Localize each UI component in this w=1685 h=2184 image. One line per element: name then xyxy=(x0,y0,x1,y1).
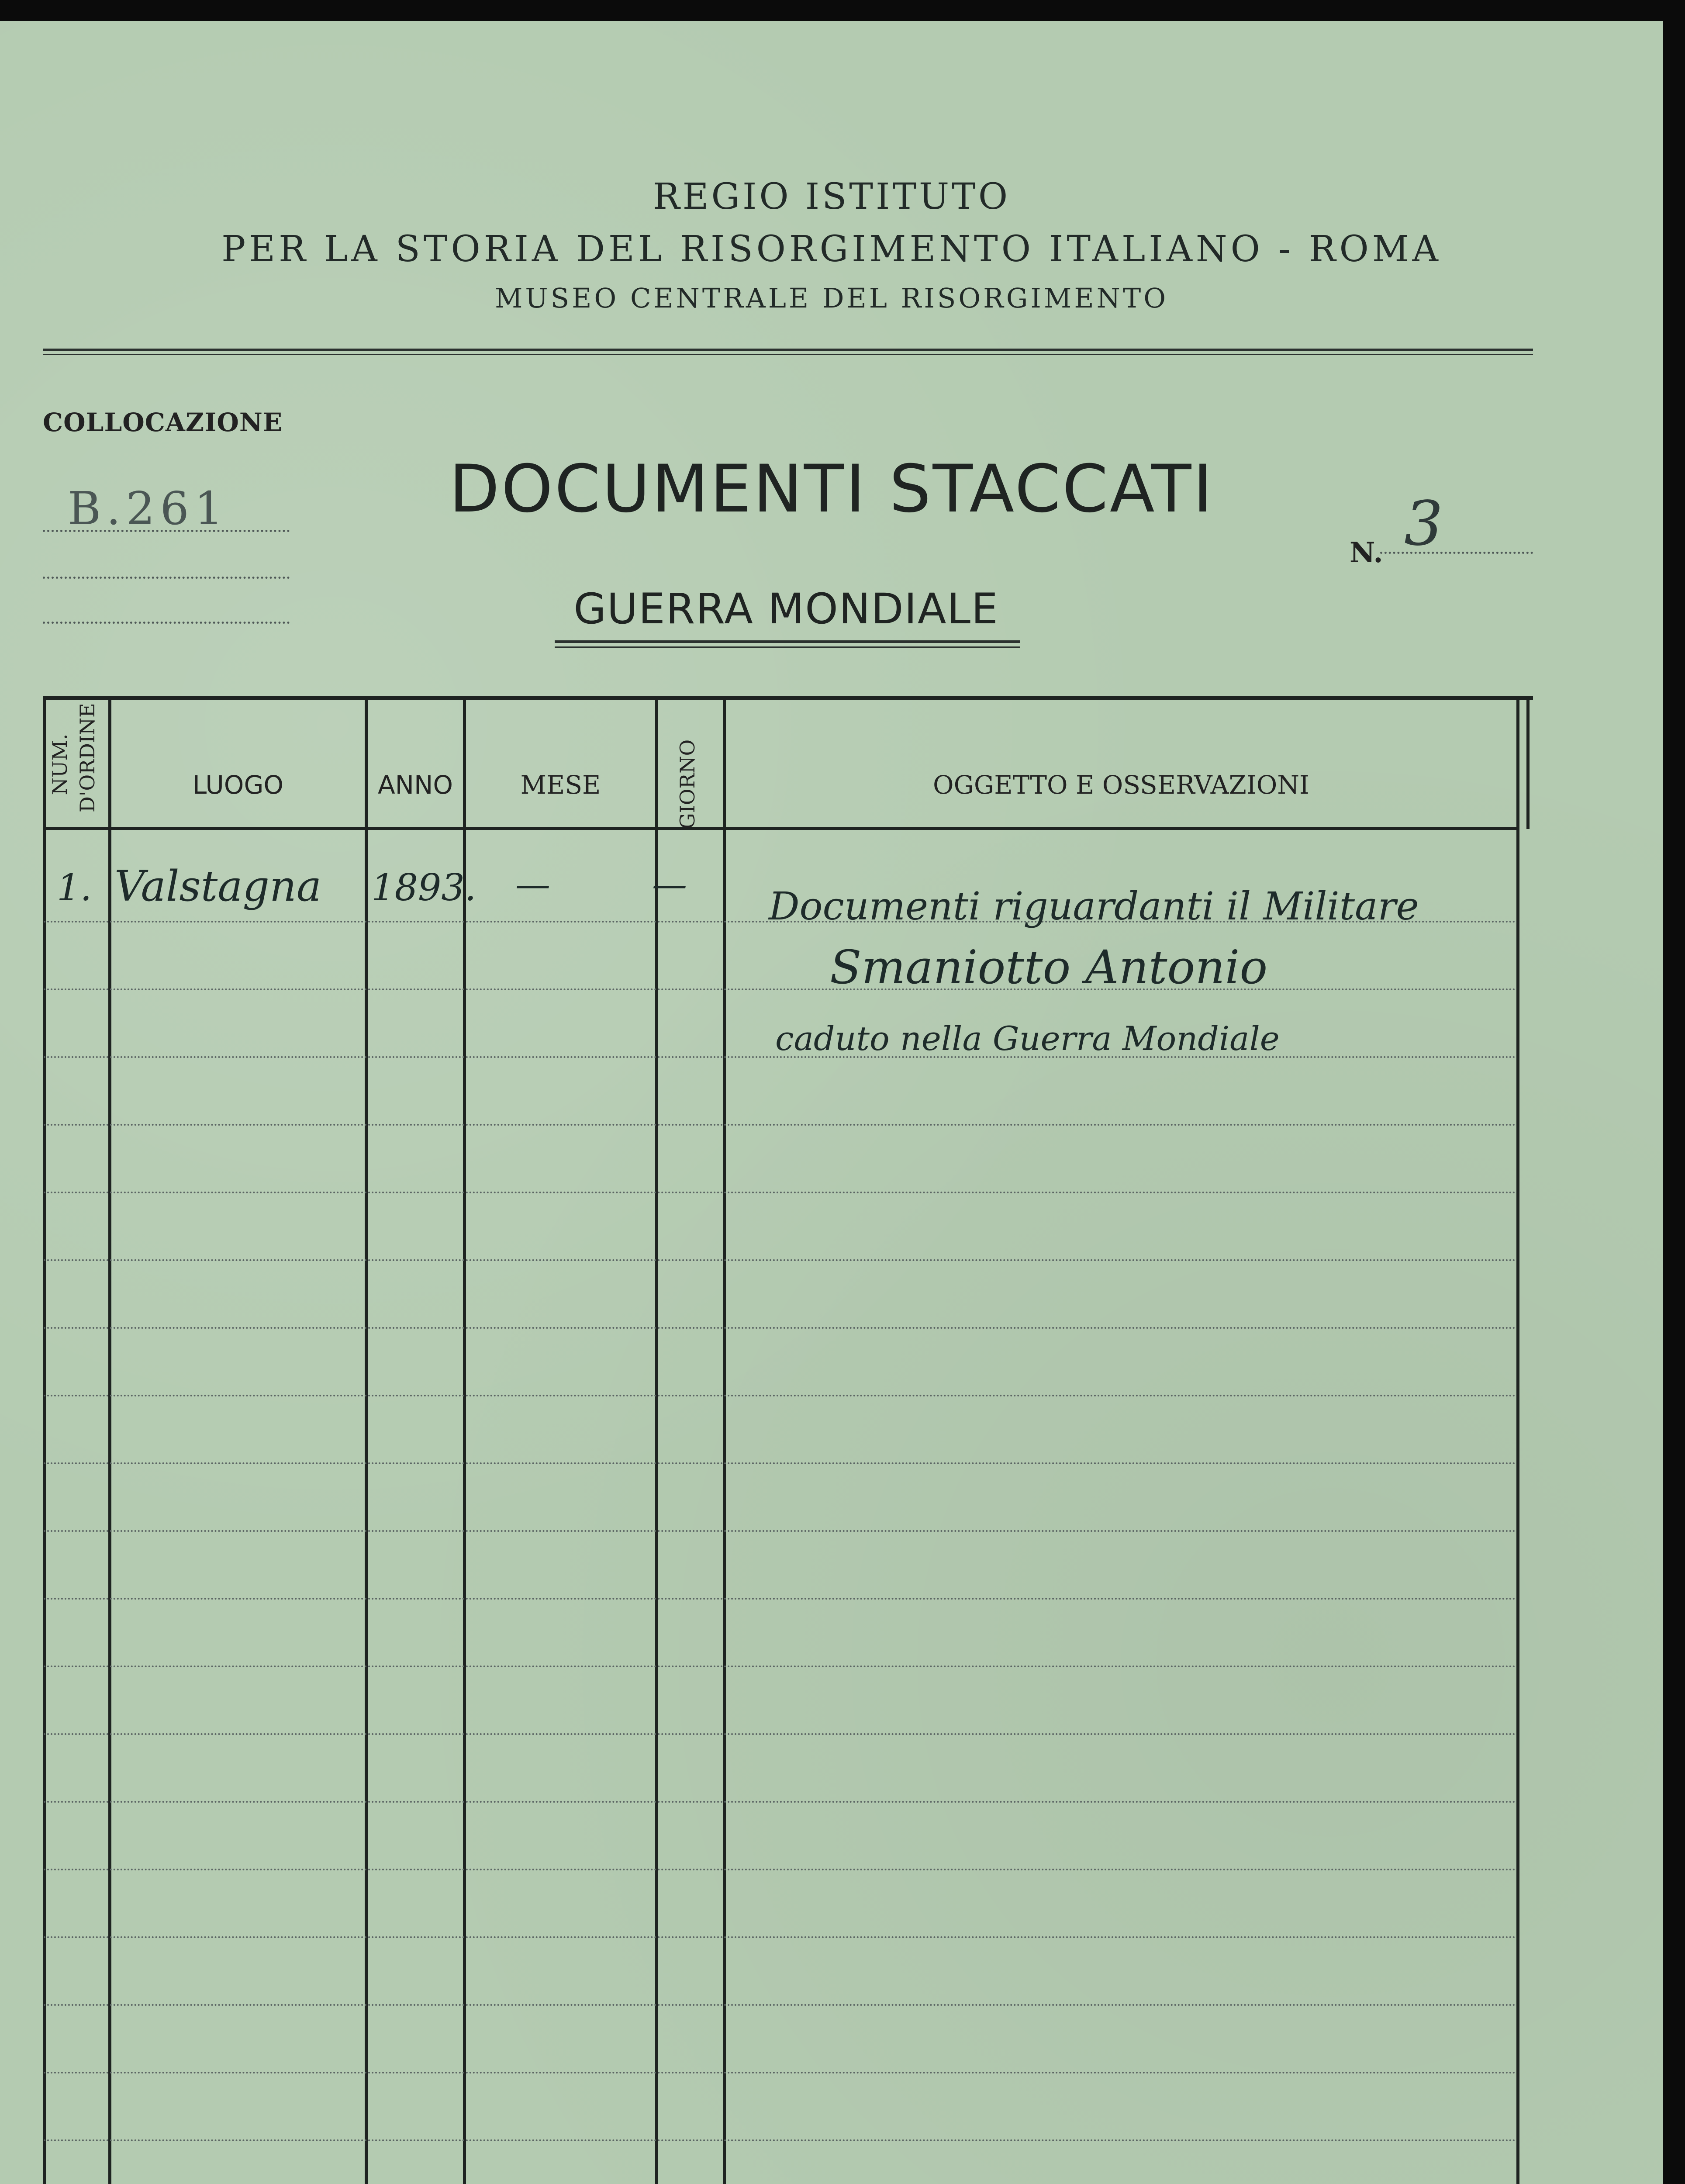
entry-giorno: — xyxy=(652,864,687,905)
header-anno: ANNO xyxy=(377,770,453,800)
entry-oggetto-line3: caduto nella Guerra Mondiale xyxy=(775,1019,1280,1058)
table-row-line xyxy=(44,1327,1516,1329)
document-title: DOCUMENTI STACCATI xyxy=(449,451,1214,527)
number-value: 3 xyxy=(1404,488,1443,560)
header-mese: MESE xyxy=(520,770,601,800)
museum-name: MUSEO CENTRALE DEL RISORGIMENTO xyxy=(494,282,1169,314)
document-subtitle: GUERRA MONDIALE xyxy=(573,584,999,633)
institution-subtitle: PER LA STORIA DEL RISORGIMENTO ITALIANO - ROMA xyxy=(221,228,1442,270)
table-row-line xyxy=(44,2004,1516,2006)
header-luogo: LUOGO xyxy=(192,770,284,800)
table-header-bottom-border xyxy=(43,827,1519,830)
table-row-line xyxy=(44,1936,1516,1938)
entry-mese: — xyxy=(515,864,550,905)
table-row-line xyxy=(44,1124,1516,1126)
header-giorno: GIORNO xyxy=(676,739,699,829)
header-num-ordine-line2: D'ORDINE xyxy=(76,703,99,812)
column-border xyxy=(1516,698,1519,2184)
number-label: N. xyxy=(1350,536,1383,569)
entry-oggetto-line1: Documenti riguardanti il Militare xyxy=(769,884,1419,929)
table-row-line xyxy=(44,1192,1516,1193)
entry-num: 1. xyxy=(57,866,92,909)
entry-oggetto-line2: Smaniotto Antonio xyxy=(830,940,1268,994)
header-num-ordine-line1: NUM. xyxy=(48,733,72,795)
table-row-line xyxy=(44,1869,1516,1870)
register-table xyxy=(0,21,1663,2184)
table-row-line xyxy=(44,1666,1516,1667)
column-border xyxy=(1526,698,1530,829)
collocazione-label: COLLOCAZIONE xyxy=(43,408,283,437)
table-row-line xyxy=(44,2139,1516,2141)
table-row-line xyxy=(44,2072,1516,2073)
table-row-line xyxy=(44,1598,1516,1600)
document-sheet xyxy=(0,21,1663,2184)
scan-edge xyxy=(1663,0,1685,2184)
header-oggetto: OGGETTO E OSSERVAZIONI xyxy=(933,770,1309,800)
table-row-line xyxy=(44,988,1516,990)
institution-title: REGIO ISTITUTO xyxy=(653,176,1011,218)
table-top-border xyxy=(43,696,1533,700)
table-row-line xyxy=(44,1801,1516,1803)
table-row-line xyxy=(44,1530,1516,1532)
collocazione-value: B.261 xyxy=(68,482,228,535)
table-row-line xyxy=(44,1395,1516,1396)
table-row-line xyxy=(44,1259,1516,1261)
table-row-line xyxy=(44,1462,1516,1464)
table-row-line xyxy=(44,1733,1516,1735)
entry-anno: 1893. xyxy=(371,866,476,909)
entry-luogo: Valstagna xyxy=(114,862,322,911)
